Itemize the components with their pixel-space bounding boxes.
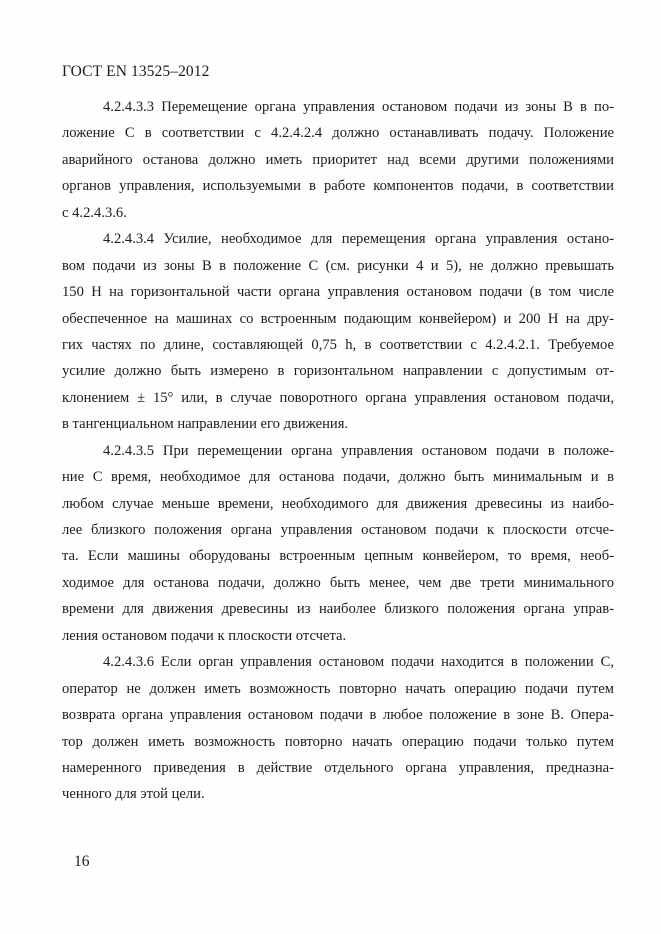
text-line: обеспеченное на машинах со встроенным подающим конвейером) и 200 Н на дру- — [62, 310, 614, 327]
text-line: 4.2.4.3.3 Перемещение органа управления остановом подачи из зоны B в по- — [103, 99, 614, 115]
text-line: ние C время, необходимое для останова подачи, должно быть минимальным и в — [62, 469, 614, 486]
paragraph-4-2-4-3-4 — [62, 226, 614, 438]
text-line: вом подачи из зоны B в положение C (см. рисунки 4 и 5), не должно превышать — [62, 257, 614, 274]
text-line: любом случае меньше времени, необходимого для движения древесины из наибо- — [62, 495, 614, 512]
paragraph-4-2-4-3-6 — [62, 649, 614, 808]
text-line: ложение C в соответствии с 4.2.4.2.4 должно останавливать подачу. Положение — [62, 125, 614, 142]
text-line: та. Если машины оборудованы встроенным цепным конвейером, то время, необ- — [62, 548, 614, 565]
page-number: 16 — [74, 853, 90, 870]
text-line: 4.2.4.3.4 Усилие, необходимое для перемещения органа управления остано- — [103, 231, 614, 248]
text-line: времени для движения древесины из наиболее близкого положения органа управ- — [62, 601, 614, 618]
text-line: ченного для этой цели. — [62, 786, 205, 803]
text-line: с 4.2.4.3.6. — [62, 204, 127, 221]
text-line: 4.2.4.3.5 При перемещении органа управления остановом подачи в положе- — [103, 442, 614, 459]
text-line: ходимое для останова подачи, должно быть менее, чем две трети минимального — [62, 574, 614, 591]
text-line: органов управления, используемыми в работе компонентов подачи, в соответствии — [62, 178, 614, 195]
text-line: намеренного приведения в действие отдельного органа управления, предназна- — [62, 759, 614, 776]
text-line: оператор не должен иметь возможность повторно начать операцию подачи путем — [62, 680, 614, 697]
text-line: возврата органа управления остановом подачи в любое положение в зоне B. Опера- — [62, 707, 614, 724]
paragraph-4-2-4-3-5 — [62, 438, 614, 650]
text-line: аварийного останова должно иметь приоритет над всеми другими положениями — [62, 151, 614, 168]
text-line: ления остановом подачи к плоскости отсчета. — [62, 627, 347, 644]
text-line: 4.2.4.3.6 Если орган управления остановом подачи находится в положении C, — [103, 654, 614, 671]
text-line: тор должен иметь возможность повторно начать операцию подачи только путем — [62, 733, 614, 750]
text-line: клонением ± 15° или, в случае поворотного органа управления остановом подачи, — [62, 389, 614, 406]
document-body — [62, 94, 614, 808]
text-line: в тангенциальном направлении его движения. — [62, 416, 349, 433]
text-line: лее близкого положения органа управления остановом подачи к плоскости отсче- — [62, 522, 614, 538]
text-line: усилие должно быть измерено в горизонтальном направлении с допустимым от- — [62, 363, 614, 380]
text-line: 150 Н на горизонтальной части органа управления остановом подачи (в том числе — [62, 284, 614, 301]
document-header: ГОСТ EN 13525–2012 — [62, 63, 210, 80]
text-line: гих частях по длине, составляющей 0,75 h, в соответствии с 4.2.4.2.1. Требуемое — [62, 336, 614, 353]
paragraph-4-2-4-3-3 — [62, 94, 614, 226]
